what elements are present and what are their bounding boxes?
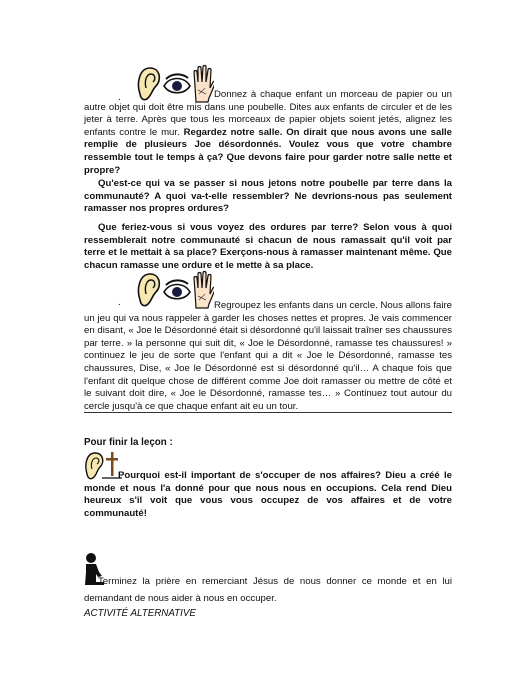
closing-text: Pourquoi est-il important de s'occuper de nos affaires? Dieu a créé le monde et nous l'a donné pour que nous nous en occupions. Cela rend Dieu heureux s'il voit que vous vous occupez de vos affaires et de votre communauté! <box>84 470 452 519</box>
section2-text: Regroupez les enfants dans un cercle. Nous allons faire un jeu qui va nous rappeler à garder les choses nettes et propres. Je vais commencer en disant, « Joe le Désordonné était si désordonné qu'il laissait traîner ses chaussures par terre. » la personne qui suit dit, « Joe le Désordonné, ramasse tes chaussures! » continuez le jeu de sorte que l'enfant qui a dit « Joe le Désordonné, ramasse tes chaussures, Dise, « Joe le Désordonné est si désordonné qu'il… A chaque fois que l'enfant dit quelque chose de différent comme Joe doit ramasser ou mettre de côté et le suivant doit dire, « Joe le Désordonné, ramasse tes… » Continuez tout autour du cercle jusqu'à ce que chaque enfant ait eu un tour. <box>84 300 452 412</box>
bullet-dot: . <box>118 92 121 103</box>
closing-heading: Pour finir la leçon : <box>84 437 173 448</box>
section1-paragraph <box>84 89 452 177</box>
alt-activity-label: ACTIVITÉ ALTERNATIVE <box>84 608 196 619</box>
prayer-paragraph <box>84 574 452 607</box>
section-divider <box>84 412 452 413</box>
section2-paragraph <box>84 300 452 413</box>
community-paragraph <box>84 178 452 216</box>
bullet-dot: . <box>118 297 121 308</box>
prayer-text: Terminez la prière en remerciant Jésus de nous donner ce monde et en lui demandant de nous aider à nous en occuper. <box>84 576 452 604</box>
community-text: Qu'est-ce qui va se passer si nous jetons notre poubelle par terre dans la communauté? A quoi va-t-elle ressembler? Ne devrions-nous pas seulement ramasser nos propres ordures? <box>84 178 452 215</box>
eye-icon <box>164 280 190 298</box>
section1-question: Regardez notre salle. On dirait que nous avons une salle remplie de plusieurs Joe désordonnés. Voulez vous que votre chambre ressemble tout le temps à ça? Que devons faire pour garder notre salle nette et propre? <box>84 126 452 176</box>
garbage-text: Que feriez-vous si vous voyez des ordures par terre? Selon vous à quoi ressemblerait notre communauté si chacun de nous ramassait qu'il voit par terre et le mettait à sa place? Exerçons-nous à ramasser maintenant même. Que chacun ramasse une ordure et le mette à sa place. <box>84 222 452 271</box>
closing-paragraph <box>84 470 452 520</box>
garbage-paragraph <box>84 222 452 272</box>
section1-lead: Donnez à chaque enfant un morceau de papier ou un autre objet qui doit être mis dans une poubelle. Dites aux enfants de circuler et de les jeter à terre. Après que tous les morceaux de papier objets soient jetés, alignez les enfants contre le mur. <box>84 89 452 138</box>
